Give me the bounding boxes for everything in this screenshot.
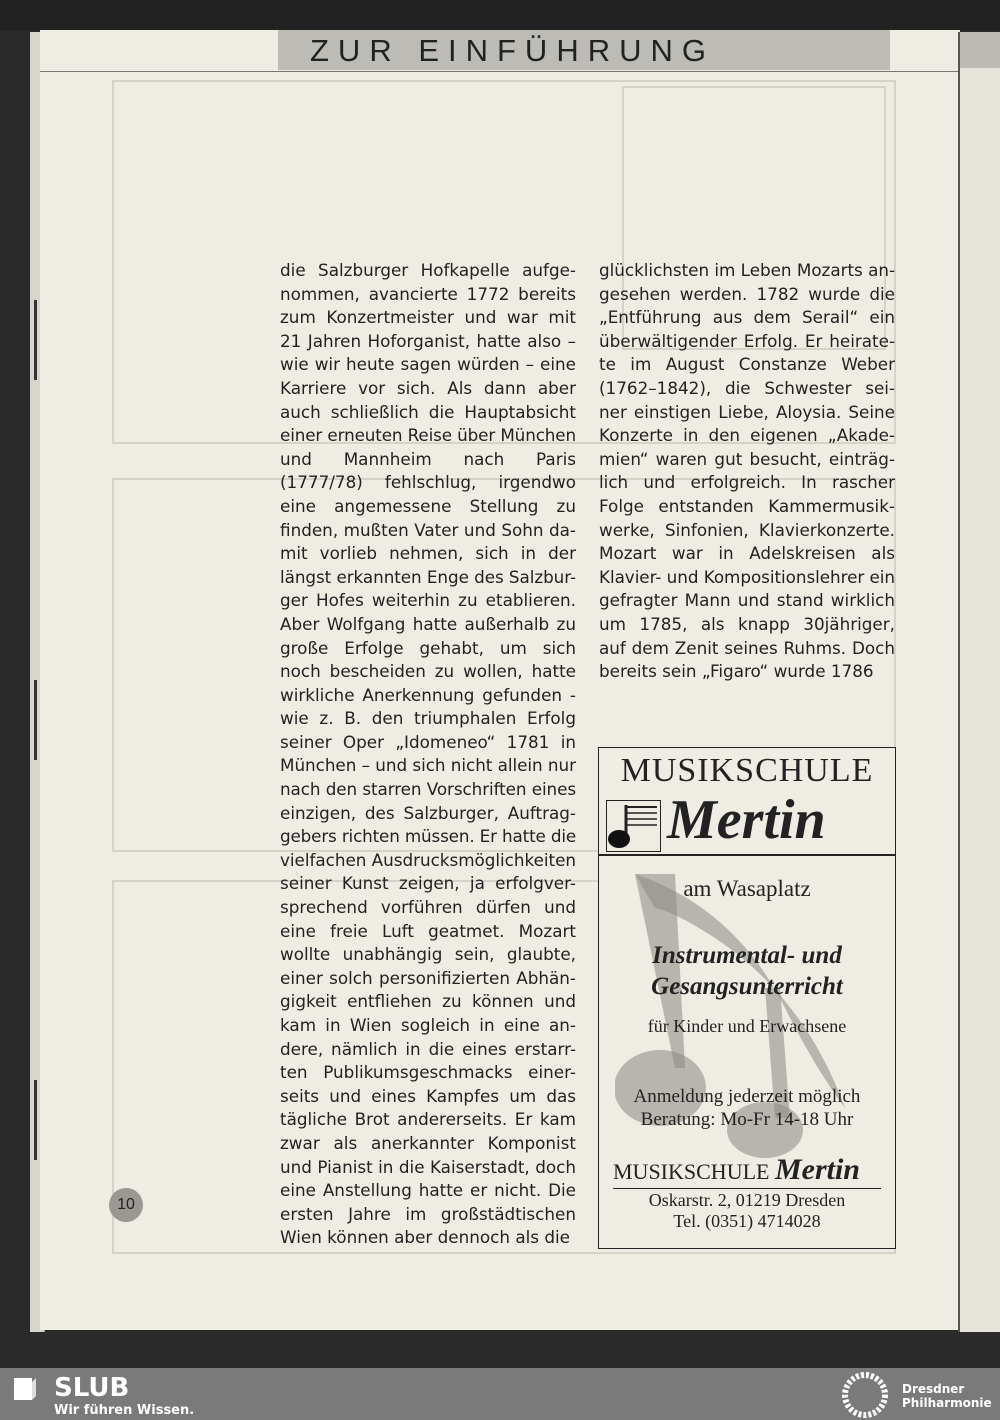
text-line: große Erfolge gehabt, um sich <box>280 637 576 658</box>
text-line: dere, nämlich in die eines erstarr- <box>280 1038 576 1059</box>
text-line: Klavier- und Kompositionslehrer ein <box>599 566 895 587</box>
text-line: seiner Kunst zeigen, ja erfolgver- <box>280 873 576 894</box>
text-line: 21 Jahren Hoforganist, hatte also – <box>280 330 576 351</box>
ad-footer-title <box>613 1153 881 1189</box>
ad-divider <box>599 854 895 856</box>
text-line: die Salzburger Hofkapelle aufge- <box>280 260 576 280</box>
text-line: auf dem Zenit seines Ruhms. Doch <box>599 637 895 658</box>
text-line: Folge entstanden Kammermusik- <box>599 495 895 516</box>
text-line: ten Publikumsgeschmacks einer- <box>280 1062 576 1083</box>
section-title: ZUR EINFÜHRUNG <box>310 33 715 68</box>
ad-audience: für Kinder und Erwachsene <box>647 1016 847 1036</box>
text-line: gebers richten müssen. Er hatte die <box>280 826 576 847</box>
text-line: finden, mußten Vater und Sohn da- <box>280 519 576 540</box>
text-line: (1762–1842), die Schwester sei- <box>599 377 895 398</box>
ad-location: am Wasaplatz <box>683 876 811 901</box>
partner-name-line: Dresdner <box>902 1382 965 1396</box>
text-line: auch schließlich die Hauptabsicht <box>280 401 576 422</box>
text-line: zwar als anerkannter Komponist <box>280 1132 576 1153</box>
text-line: und Pianist in die Kaiserstadt, doch <box>280 1156 576 1177</box>
ad-footer-label: MUSIKSCHULE <box>613 1159 770 1184</box>
article-column-left <box>280 259 576 1250</box>
text-line: wie wir heute sagen würden – eine <box>280 354 576 375</box>
text-line: wirkliche Anerkennung gefunden - <box>280 684 576 705</box>
text-line: ersten Jahre im großstädtischen <box>280 1203 576 1224</box>
text-line: ner einstigen Liebe, Aloysia. Seine <box>599 401 895 422</box>
text-line: wollte unabhängig sein, glaubte, <box>280 944 576 965</box>
text-line: gigkeit entfliehen zu können und <box>280 991 576 1012</box>
text-line: nach den starren Vorschriften eines <box>280 779 576 800</box>
binder-mark <box>34 1080 37 1160</box>
text-line: Wien können aber dennoch als die <box>280 1227 571 1248</box>
ad-registration: Anmeldung jederzeit möglich <box>633 1086 861 1107</box>
binder-mark <box>34 680 37 760</box>
text-line: werke, Sinfonien, Klavierkonzerte. <box>599 519 895 540</box>
music-note-logo-icon <box>606 800 661 852</box>
ad-instruction-line: Gesangsunterricht <box>651 973 843 1000</box>
text-line: Karriere vor sich. Als dann aber <box>280 377 576 398</box>
ad-consultation: Beratung: Mo-Fr 14-18 Uhr <box>640 1109 854 1130</box>
text-line: Konzerte in den eigenen „Akade- <box>599 425 895 446</box>
ad-title: MUSIKSCHULE <box>620 752 874 789</box>
text-line: vielfachen Ausdrucksmöglichkeiten <box>280 849 576 870</box>
scan-top-strip <box>0 0 1000 30</box>
ad-footer-name: Mertin <box>774 1153 860 1186</box>
text-line: einer erneuten Reise über München <box>280 425 576 446</box>
text-line: glücklichsten im Leben Mozarts an- <box>599 260 895 280</box>
philharmonie-logo-icon <box>840 1372 890 1418</box>
text-line: Aber Wolfgang hatte außerhalb zu <box>280 613 576 634</box>
text-line: noch bescheiden zu wollen, hatte <box>280 661 576 682</box>
text-line: um 1785, als knapp 30jähriger, <box>599 613 895 634</box>
text-line: ger Hofes weiterhin zu etablieren. <box>280 590 576 611</box>
ad-instruction-line: Instrumental- und <box>652 942 842 969</box>
text-line: (1777/78) fehlschlug, irgendwo <box>280 472 576 493</box>
partner-name-line: Philharmonie <box>902 1396 992 1410</box>
header-rule <box>40 71 958 72</box>
music-school-advertisement <box>598 747 896 1249</box>
text-line: sprechend vorführen dürfen und <box>280 897 576 918</box>
text-line: „Entführung aus dem Serail“ ein <box>599 307 895 328</box>
text-line: eine angemessene Stellung zu <box>280 495 576 516</box>
text-line: eine freie Luft geatmet. Mozart <box>280 920 576 941</box>
text-line: längst erkannten Enge des Salzbur- <box>280 566 576 587</box>
ad-contact <box>599 1190 895 1232</box>
text-line: eine Anstellung hatte er nicht. Die <box>280 1180 576 1201</box>
text-line: kam in Wien sogleich in eine an- <box>280 1015 576 1035</box>
binder-mark <box>34 300 37 380</box>
text-line: gesehen werden. 1782 wurde die <box>599 283 895 304</box>
text-line: überwältigender Erfolg. Er heirate- <box>599 330 895 351</box>
text-line: tägliche Brot andererseits. Er kam <box>280 1109 576 1130</box>
text-line: wie z. B. den triumphalen Erfolg <box>280 708 576 729</box>
library-slogan: Wir führen Wissen. <box>54 1403 195 1418</box>
text-line: mit vorlieb nehmen, sich in der <box>280 543 576 564</box>
article-column-right <box>599 259 895 684</box>
text-line: und Mannheim nach Paris <box>280 448 576 469</box>
text-line: mien“ waren gut besucht, einträg- <box>599 448 895 469</box>
right-page-edge <box>958 32 1000 1332</box>
text-line: gefragter Mann und stand wirklich <box>599 590 895 611</box>
partner-name <box>902 1382 992 1410</box>
ad-school-name: Mertin <box>667 789 826 851</box>
text-line: Mozart war in Adelskreisen als <box>599 543 895 564</box>
text-line: zum Konzertmeister und war mit <box>280 307 576 328</box>
text-line: bereits sein „Figaro“ wurde 1786 <box>599 661 874 682</box>
text-line: einzigen, des Salzburger, Auftrag- <box>280 802 576 823</box>
ad-address: Oskarstr. 2, 01219 Dresden <box>648 1190 846 1210</box>
page-number: 10 <box>109 1188 143 1222</box>
ad-hours <box>599 1085 895 1131</box>
library-name: SLUB <box>54 1373 130 1403</box>
text-line: seits und eines Kampfes um das <box>280 1085 576 1106</box>
text-line: seiner Oper „Idomeneo“ 1781 in <box>280 731 576 752</box>
text-line: te im August Constanze Weber <box>599 354 895 375</box>
ad-phone: Tel. (0351) 4714028 <box>673 1211 821 1231</box>
text-line: nommen, avancierte 1772 bereits <box>280 283 576 304</box>
ad-instruction <box>599 940 895 1002</box>
text-line: einer solch personifizierten Abhän- <box>280 967 576 988</box>
slub-logo-icon <box>12 1376 38 1402</box>
text-line: lich und erfolgreich. In rascher <box>599 472 895 493</box>
text-line: München – und sich nicht allein nur <box>280 755 576 776</box>
